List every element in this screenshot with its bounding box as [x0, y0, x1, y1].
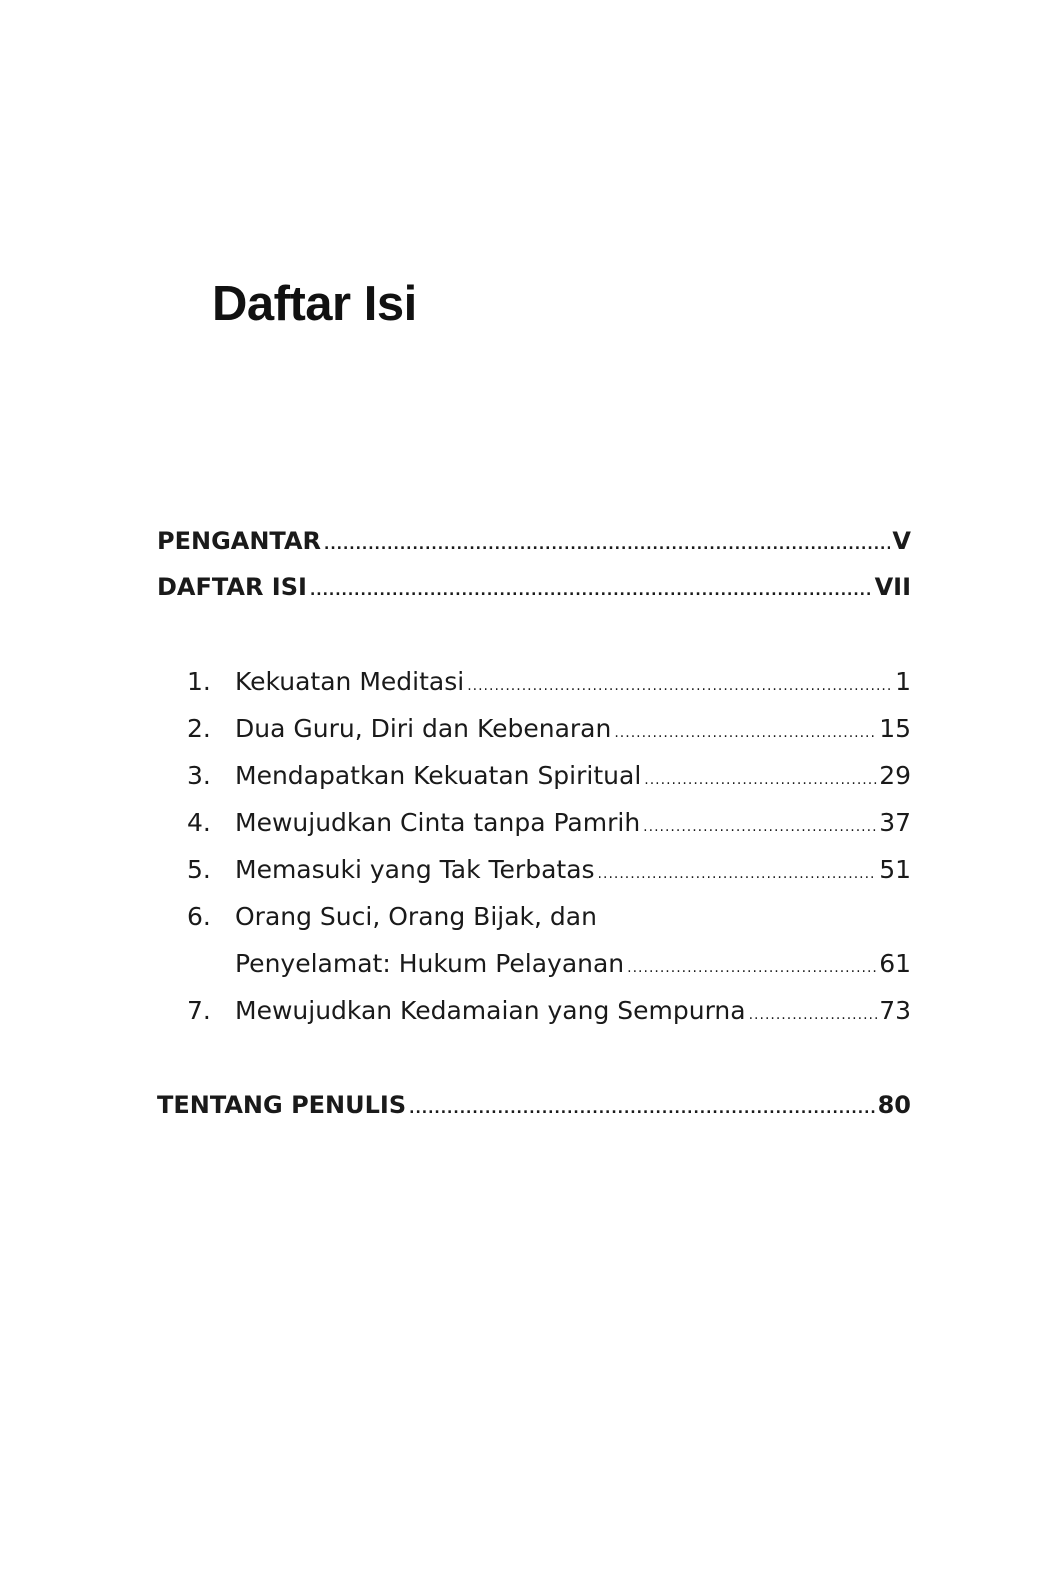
dot-leader	[467, 666, 893, 702]
chapter-title: Mendapatkan Kekuatan Spiritual	[235, 761, 642, 790]
toc-chapter-4[interactable]	[187, 803, 911, 843]
chapter-title: Kekuatan Meditasi	[235, 667, 465, 696]
toc-entry-label: DAFTAR ISI	[157, 573, 307, 601]
chapter-number: 4.	[187, 808, 211, 837]
toc-entry-label: PENGANTAR	[157, 527, 321, 555]
dot-leader	[310, 571, 873, 607]
toc-entry-daftar-isi[interactable]	[157, 567, 911, 607]
chapter-number: 5.	[187, 855, 211, 884]
toc-entry-pengantar[interactable]	[157, 521, 911, 561]
chapter-title-line2: Penyelamat: Hukum Pelayanan	[235, 949, 625, 978]
chapter-number: 2.	[187, 714, 211, 743]
toc-chapter-2[interactable]	[187, 709, 911, 749]
chapter-page: 73	[879, 996, 911, 1025]
toc-entry-page: VII	[874, 573, 911, 601]
toc-chapter-1[interactable]	[187, 662, 911, 702]
chapter-number: 7.	[187, 996, 211, 1025]
chapter-page: 29	[879, 761, 911, 790]
dot-leader	[749, 995, 878, 1031]
chapter-number: 1.	[187, 667, 211, 696]
dot-leader	[598, 854, 878, 890]
toc-entry-page: 80	[877, 1091, 911, 1119]
chapter-title: Mewujudkan Cinta tanpa Pamrih	[235, 808, 641, 837]
chapter-title-line1: Orang Suci, Orang Bijak, dan	[235, 902, 597, 931]
dot-leader	[644, 760, 877, 796]
page-title: Daftar Isi	[212, 277, 417, 331]
dot-leader	[614, 713, 877, 749]
chapter-title: Mewujudkan Kedamaian yang Sempurna	[235, 996, 746, 1025]
chapter-page: 51	[879, 855, 911, 884]
chapter-number: 3.	[187, 761, 211, 790]
toc-chapter-6-continued[interactable]	[187, 944, 911, 984]
toc-entry-page: V	[892, 527, 911, 555]
toc-entry-label: TENTANG PENULIS	[157, 1091, 407, 1119]
chapter-number: 6.	[187, 902, 211, 931]
toc-chapter-3[interactable]	[187, 756, 911, 796]
chapter-title: Dua Guru, Diri dan Kebenaran	[235, 714, 612, 743]
toc-chapter-6[interactable]	[187, 897, 911, 937]
dot-leader	[643, 807, 877, 843]
dot-leader	[409, 1089, 875, 1125]
chapter-page: 1	[895, 667, 911, 696]
chapter-title: Memasuki yang Tak Terbatas	[235, 855, 595, 884]
toc-entry-tentang-penulis[interactable]	[157, 1085, 911, 1125]
chapter-page: 15	[879, 714, 911, 743]
chapter-page: 37	[879, 808, 911, 837]
toc-chapter-7[interactable]	[187, 991, 911, 1031]
chapter-page: 61	[879, 949, 911, 978]
toc-chapter-5[interactable]	[187, 850, 911, 890]
dot-leader	[627, 948, 877, 984]
dot-leader	[324, 525, 890, 561]
